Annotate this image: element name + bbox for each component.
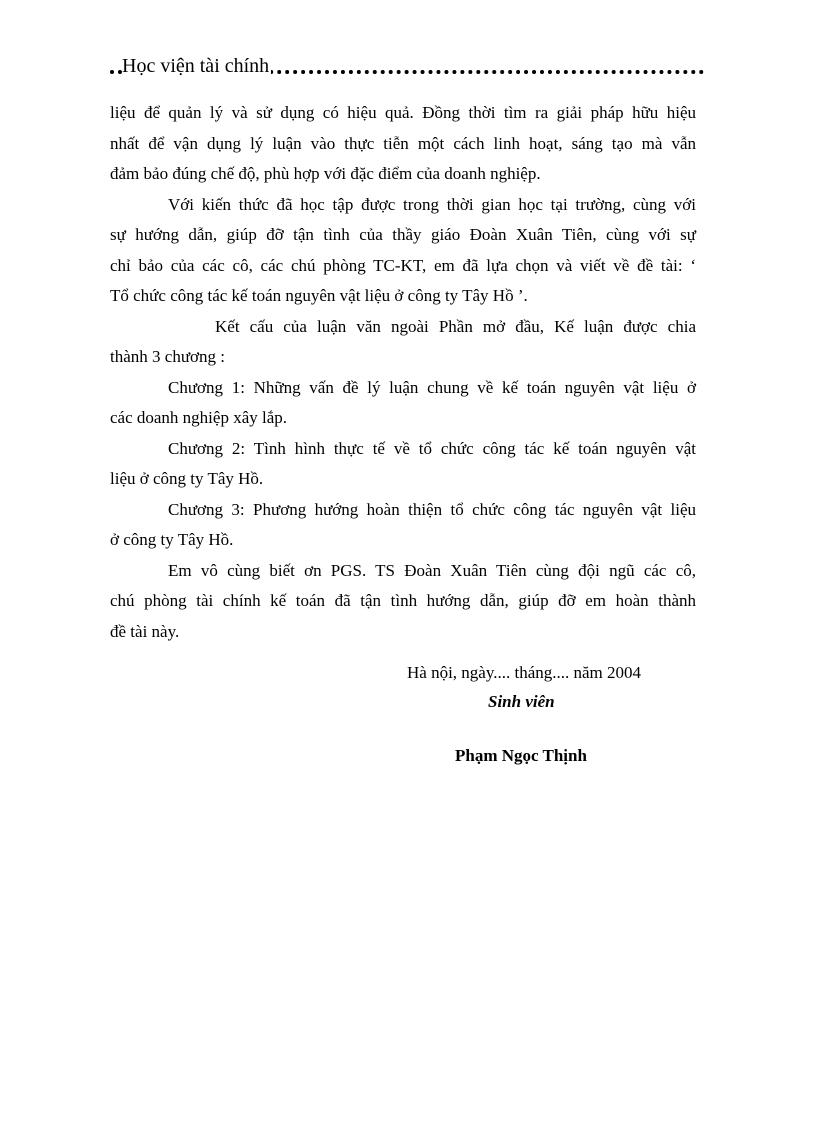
paragraph-chapter-1	[110, 373, 696, 434]
paragraph-chapter-3	[110, 495, 696, 556]
text-line: Em vô cùng biết ơn PGS. TS Đoàn Xuân Tiên cùng đội ngũ các cô,	[168, 560, 696, 580]
signature-role: Sinh viên	[488, 692, 555, 711]
text-line: Chương 3: Phương hướng hoàn thiện tổ chức công tác nguyên vật liệu	[168, 499, 696, 519]
page-header	[110, 52, 704, 82]
text-line: đề tài này.	[110, 621, 180, 641]
text-line: nhất để vận dụng lý luận vào thực tiễn một cách linh hoạt, sáng tạo mà vẫn	[110, 133, 696, 153]
paragraph-thanks	[110, 556, 696, 648]
text-line: Chương 1: Những vấn đề lý luận chung về kế toán nguyên vật liệu ở	[168, 377, 696, 397]
header-title: Học viện tài chính	[122, 55, 270, 77]
text-line: liệu ở công ty Tây Hồ.	[110, 469, 264, 488]
text-line: thành 3 chương :	[110, 347, 225, 366]
signature-date: Hà nội, ngày.... tháng.... năm 2004	[407, 663, 642, 682]
text-line: Tổ chức công tác kế toán nguyên vật liệu ở công ty Tây Hồ ’.	[110, 286, 528, 305]
paragraph-intro-continuation	[110, 98, 696, 190]
document-body	[110, 98, 696, 647]
text-line: sự hướng dẫn, giúp đỡ tận tình của thầy giáo Đoàn Xuân Tiên, cùng với sự	[110, 225, 696, 244]
paragraph-structure	[110, 312, 696, 373]
text-line: chú phòng tài chính kế toán đã tận tình hướng dẫn, giúp đỡ em hoàn thành	[110, 591, 696, 610]
signature-name: Phạm Ngọc Thịnh	[455, 746, 587, 765]
text-line: chỉ bảo của các cô, các chú phòng TC-KT, em đã lựa chọn và viết về đề tài: ‘	[110, 255, 696, 275]
text-line: Với kiến thức đã học tập được trong thời gian học tại trường, cùng với	[168, 194, 696, 214]
text-line: ở công ty Tây Hồ.	[110, 530, 234, 549]
text-line: Kết cấu của luận văn ngoài Phần mở đầu, Kế luận được chia	[215, 316, 696, 336]
text-line: liệu để quản lý và sử dụng có hiệu quả. Đồng thời tìm ra giải pháp hữu hiệu	[110, 103, 696, 122]
text-line: đảm bảo đúng chế độ, phù hợp với đặc điểm của doanh nghiệp.	[110, 164, 541, 183]
paragraph-chapter-2	[110, 434, 696, 495]
text-line: các doanh nghiệp xây lắp.	[110, 408, 288, 427]
text-line: Chương 2: Tình hình thực tế về tổ chức công tác kế toán nguyên vật	[168, 438, 696, 458]
paragraph-topic	[110, 190, 696, 312]
